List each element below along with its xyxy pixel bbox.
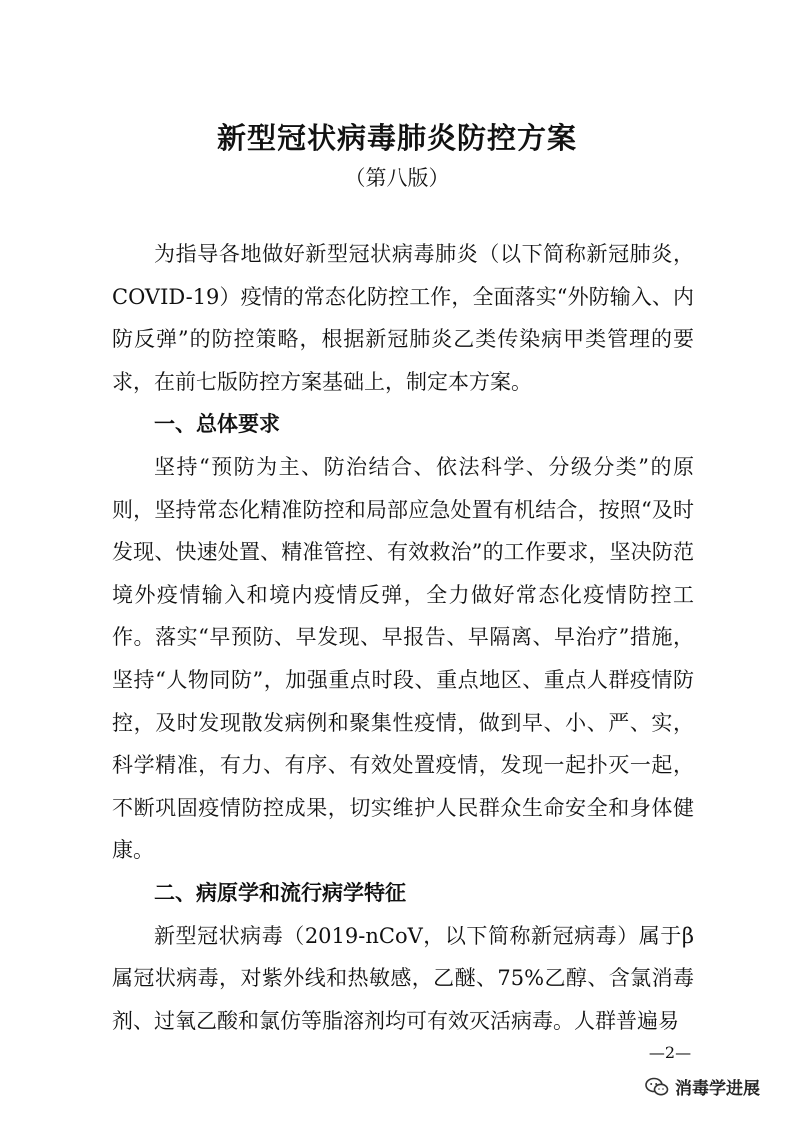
intro-paragraph: 为指导各地做好新型冠状病毒肺炎（以下简称新冠肺炎，COVID-19）疫情的常态化防控工作，全面落实“外防输入、内防反弹”的防控策略，根据新冠肺炎乙类传染病甲类管理的要求，在前七版防控方案基础上，制定本方案。 bbox=[112, 242, 694, 394]
document-subtitle: （第八版） bbox=[344, 166, 450, 190]
document-body bbox=[112, 233, 694, 1042]
page-number: —2— bbox=[648, 1043, 692, 1062]
watermark-text: 消毒学进展 bbox=[675, 1079, 760, 1099]
pathogen-epidemiology-paragraph: 新型冠状病毒（2019-nCoV，以下简称新冠病毒）属于β属冠状病毒，对紫外线和热敏感，乙醚、75%乙醇、含氯消毒剂、过氧乙酸和氯仿等脂溶剂均可有效灭活病毒。人群普遍易 bbox=[112, 923, 694, 1033]
document-title: 新型冠状病毒肺炎防控方案 bbox=[216, 121, 577, 155]
wechat-icon bbox=[645, 1077, 669, 1097]
section-heading-general-requirements: 一、总体要求 bbox=[154, 412, 280, 437]
general-requirements-paragraph: 坚持“预防为主、防治结合、依法科学、分级分类”的原则，坚持常态化精准防控和局部应急处置有机结合，按照“及时发现、快速处置、精准管控、有效救治”的工作要求，坚决防范境外疫情输入和境内疫情反弹，全力做好常态化疫情防控工作。落实“早预防、早发现、早报告、早隔离、早治疗”措施，坚持“人物同防”，加强重点时段、重点地区、重点人群疫情防控，及时发现散发病例和聚集性疫情，做到早、小、严、实，科学精准，有力、有序、有效处置疫情，发现一起扑灭一起，不断巩固疫情防控成果，切实维护人民群众生命安全和身体健康。 bbox=[112, 454, 694, 863]
watermark bbox=[645, 1074, 760, 1099]
section-heading-pathogen-epidemiology: 二、病原学和流行病学特征 bbox=[154, 880, 406, 905]
